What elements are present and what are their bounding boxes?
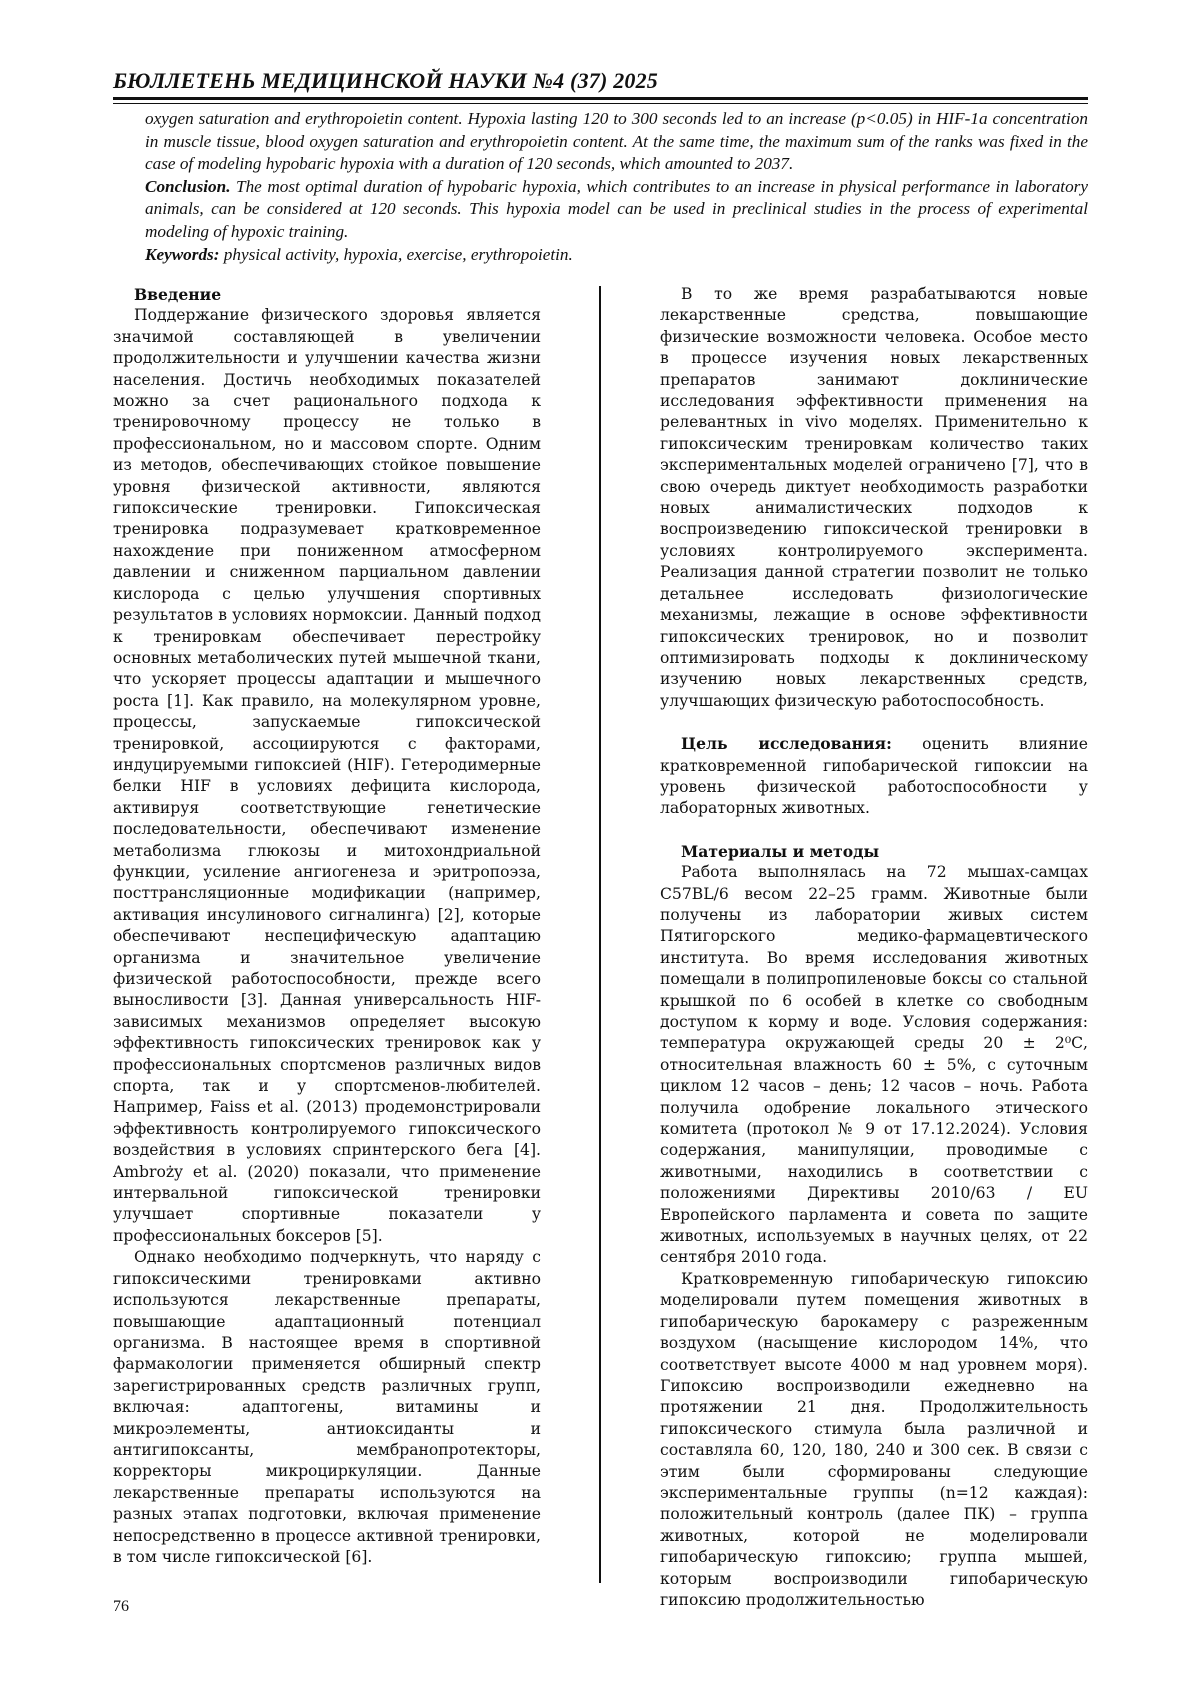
methods-paragraph-1: Работа выполнялась на 72 мышах-самцах C57BL/6 весом 22–25 грамм. Животные были получены из лаборатории живых систем Пятигорского медико-фармацевтического института. Во время исследования животных помещали в полипропиленовые боксы со стальной крышкой по 6 особей в клетке со свободным доступом к корму и воде. Условия содержания: температура окружающей среды 20 ± 2⁰С, относительная влажность 60 ± 5%, с суточным циклом 12 часов – день; 12 часов – ночь. Работа получила одобрение локального этического комитета (протокол № 9 от 17.12.2024). Условия содержания, манипуляции, проводимые с животными, находились в соответствии с положениями Директивы 2010/63 / EU Европейского парламента и совета по защите животных, используемых в научных целях, от 22 сентября 2010 года. [660, 863, 1088, 1267]
abstract-conclusion [145, 176, 1088, 244]
left-column [113, 284, 541, 1568]
header-rule-thick [113, 97, 1088, 100]
header-rule-thin [113, 103, 1088, 104]
spacer [660, 712, 1088, 733]
abstract-block [145, 108, 1088, 266]
abstract-results-text: oxygen saturation and erythropoietin content. Hypoxia lasting 120 to 300 seconds led to an increase (p<0.05) in HIF-1a concentration in muscle tissue, blood oxygen saturation and erythropoietin content. At the same time, the maximum sum of the ranks was fixed in the case of modeling hypobaric hypoxia with a duration of 120 seconds, which amounted to 2037. [145, 109, 1088, 174]
conclusion-text: The most optimal duration of hypobaric hypoxia, which contributes to an increase in physical performance in laboratory animals, can be considered at 120 seconds. This hypoxia model can be used in preclinical studies in the process of experimental modeling of hypoxic training. [145, 176, 1088, 241]
column-divider [599, 286, 601, 1583]
right-column [660, 284, 1088, 1611]
methods-paragraph-2: Кратковременную гипобарическую гипоксию моделировали путем помещения животных в гипобарическую барокамеру с разреженным воздухом (насыщение кислородом 14%, что соответствует высоте 4000 м над уровнем моря). Гипоксию воспроизводили ежедневно на протяжении 21 дня. Продолжительность гипоксического стимула была различной и составляла 60, 120, 180, 240 и 300 сек. В связи с этим были сформированы следующие экспериментальные группы (n=12 каждая): положительный контроль (далее ПК) – группа животных, которой не моделировали гипобарическую гипоксию; группа мышей, которым воспроизводили гипобарическую гипоксию продолжительностью [660, 1269, 1088, 1609]
intro-paragraph-2: Однако необходимо подчеркнуть, что наряду с гипоксическими тренировками активно используются лекарственные препараты, повышающие адаптационный потенциал организма. В настоящее время в спортивной фармакологии применяется обширный спектр зарегистрированных средств различных групп, включая: адаптогены, витамины и микроэлементы, антиоксиданты и антигипоксанты, мембранопротекторы, корректоры микроциркуляции. Данные лекарственные препараты используются на разных этапах подготовки, включая применение непосредственно в процессе активной тренировки, в том числе гипоксической [6]. [113, 1248, 541, 1566]
aim-text: оценить влияние кратковременной гипобарической гипоксии на уровень физической работоспособности у лабораторных животных. [660, 735, 1088, 818]
aim-label: Цель исследования: [681, 734, 892, 754]
running-head: БЮЛЛЕТЕНЬ МЕДИЦИНСКОЙ НАУКИ №4 (37) 2025 [113, 68, 658, 93]
methods-heading: Материалы и методы [681, 841, 880, 861]
intro-paragraph-1: Поддержание физического здоровья является значимой составляющей в увеличении продолжительности и улучшении качества жизни населения. Достичь необходимых показателей можно за счет рационального подхода к тренировочному процессу не только в профессиональном, но и массовом спорте. Одним из методов, обеспечивающих стойкое повышение уровня физической активности, являются гипоксические тренировки. Гипоксическая тренировка подразумевает кратковременное нахождение при пониженном атмосферном давлении и сниженном парциальном давлении кислорода с целью улучшения спортивных результатов в условиях нормоксии. Данный подход к тренировкам обеспечивает перестройку основных метаболических путей мышечной ткани, что ускоряет процессы адаптации и мышечного роста [1]. Как правило, на молекулярном уровне, процессы, запускаемые гипоксической тренировкой, ассоциируются с факторами, индуцируемыми гипоксией (HIF). Гетеродимерные белки HIF в условиях дефицита кислорода, активируя соответствующие генетические последовательности, обеспечивают изменение метаболизма глюкозы и митохондриальной функции, усиление ангиогенеза и эритропоэза, посттрансляционные модификации (например, активация инсулинового сигналинга) [2], которые обеспечивают неспецифическую адаптацию организма и значительное увеличение физической работоспособности, прежде всего выносливости [3]. Данная универсальность HIF-зависимых механизмов определяет высокую эффективность гипоксических тренировок как у профессиональных спортсменов различных видов спорта, так и у спортсменов-любителей. Например, Faiss et al. (2013) продемонстрировали эффективность контролируемого гипоксического воздействия в условиях спринтерского бега [4]. Ambroży et al. (2020) показали, что применение интервальной гипоксической тренировки улучшает спортивные показатели у профессиональных боксеров [5]. [113, 306, 541, 1245]
abstract-keywords [145, 244, 1088, 267]
conclusion-label: Conclusion. [145, 176, 231, 196]
intro-paragraph-3: В то же время разрабатываются новые лекарственные средства, повышающие физические возможности человека. Особое место в процессе изучения новых лекарственных препаратов занимают доклинические исследования эффективности применения на релевантных in vivo моделях. Применительно к гипоксическим тренировкам количество таких экспериментальных моделей ограничено [7], что в свою очередь диктует необходимость разработки новых анималистических подходов к воспроизведению гипоксической тренировки в условиях контролируемого эксперимента. Реализация данной стратегии позволит не только детальнее исследовать физиологические механизмы, лежащие в основе эффективности гипоксических тренировок, но и позволит оптимизировать подходы к доклиническому изучению новых лекарственных средств, улучшающих физическую работоспособность. [660, 285, 1088, 710]
page-number: 76 [113, 1598, 129, 1615]
abstract-results [145, 108, 1088, 176]
aim-paragraph [660, 733, 1088, 820]
keywords-label: Keywords: [145, 244, 220, 264]
keywords-text: physical activity, hypoxia, exercise, erythropoietin. [219, 244, 573, 264]
intro-heading: Введение [134, 285, 222, 304]
spacer [660, 820, 1088, 841]
